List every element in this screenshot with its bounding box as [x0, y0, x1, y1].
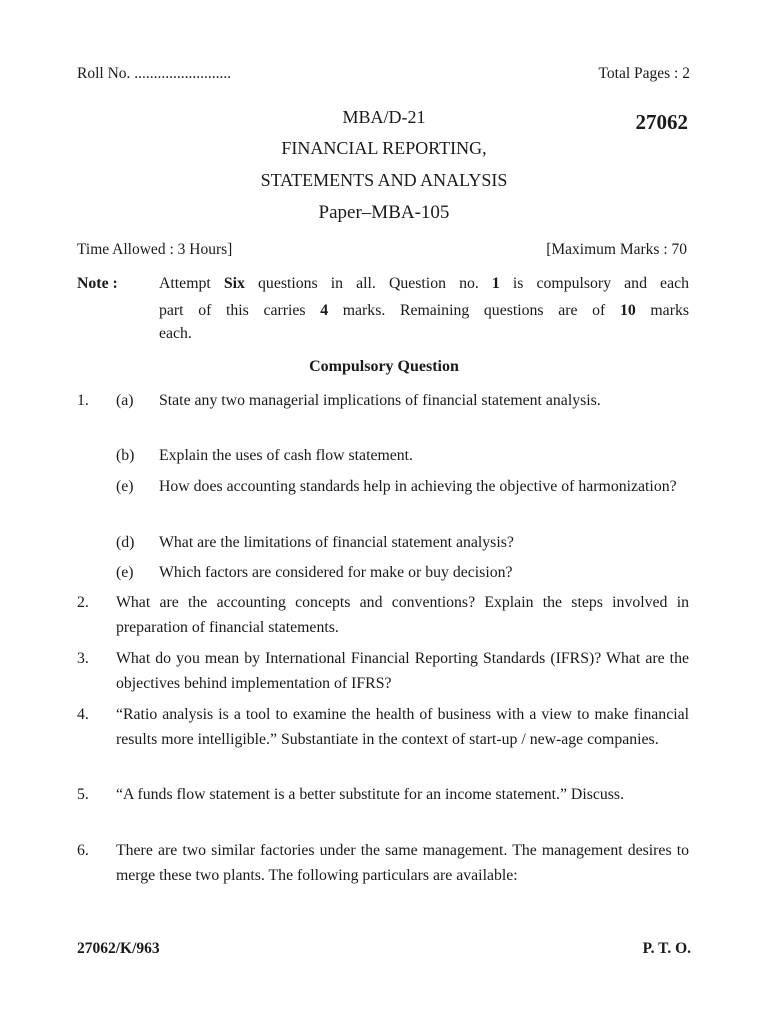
paper-title-line1: FINANCIAL REPORTING,: [281, 138, 487, 158]
sub-question-label: (e): [116, 478, 134, 495]
question-number: 2.: [77, 594, 89, 611]
maximum-marks: [Maximum Marks : 70: [546, 241, 687, 258]
sub-question-text: What are the limitations of financial statement analysis?: [159, 534, 514, 551]
sub-question-label: (d): [116, 534, 135, 551]
sub-question-text: How does accounting standards help in achieving the objective of harmonization?: [159, 478, 677, 495]
sub-question-text: State any two managerial implications of financial statement analysis.: [159, 392, 601, 409]
paper-title-line2: STATEMENTS AND ANALYSIS: [260, 170, 508, 190]
roll-number-field: Roll No. .........................: [77, 65, 232, 82]
paper-code-number: 27062: [635, 110, 688, 134]
course-code: MBA/D-21: [342, 107, 426, 127]
sub-question-label: (a): [116, 392, 134, 409]
sub-question-label: (b): [116, 447, 135, 464]
sub-question-text: Which factors are considered for make or buy decision?: [159, 564, 513, 581]
sub-question-text: Explain the uses of cash flow statement.: [159, 447, 413, 464]
section-heading: Compulsory Question: [309, 358, 459, 375]
question-number: 6.: [77, 842, 89, 859]
question-text: There are two similar factories under the same management. The management desires to merge these two plants. The following particulars are available:: [116, 842, 689, 884]
question-text: “Ratio analysis is a tool to examine the health of business with a view to make financial results more intelligible.” Substantiate in the context of start-up / new-age companies.: [116, 706, 689, 748]
sub-question-label: (e): [116, 564, 134, 581]
note-line-1: Attempt Six questions in all. Question no. 1 is compulsory and each: [159, 275, 689, 292]
question-number: 1.: [77, 392, 89, 409]
note-label: Note :: [77, 275, 118, 292]
note-line-3: each.: [159, 325, 192, 342]
question-number: 3.: [77, 650, 89, 667]
question-text: “A funds flow statement is a better substitute for an income statement.” Discuss.: [116, 786, 625, 803]
question-text: What do you mean by International Financial Reporting Standards (IFRS)? What are the objectives behind implementation of IFRS?: [116, 650, 689, 692]
total-pages: Total Pages : 2: [598, 65, 690, 82]
note-line-2: part of this carries 4 marks. Remaining questions are of 10 marks: [159, 302, 689, 319]
paper-number: Paper–MBA-105: [318, 202, 450, 223]
time-allowed: Time Allowed : 3 Hours]: [77, 241, 233, 258]
footer-code: 27062/K/963: [77, 940, 160, 957]
question-number: 4.: [77, 706, 89, 723]
question-text: What are the accounting concepts and conventions? Explain the steps involved in preparation of financial statements.: [116, 594, 689, 636]
please-turn-over: P. T. O.: [642, 940, 691, 957]
question-number: 5.: [77, 786, 89, 803]
